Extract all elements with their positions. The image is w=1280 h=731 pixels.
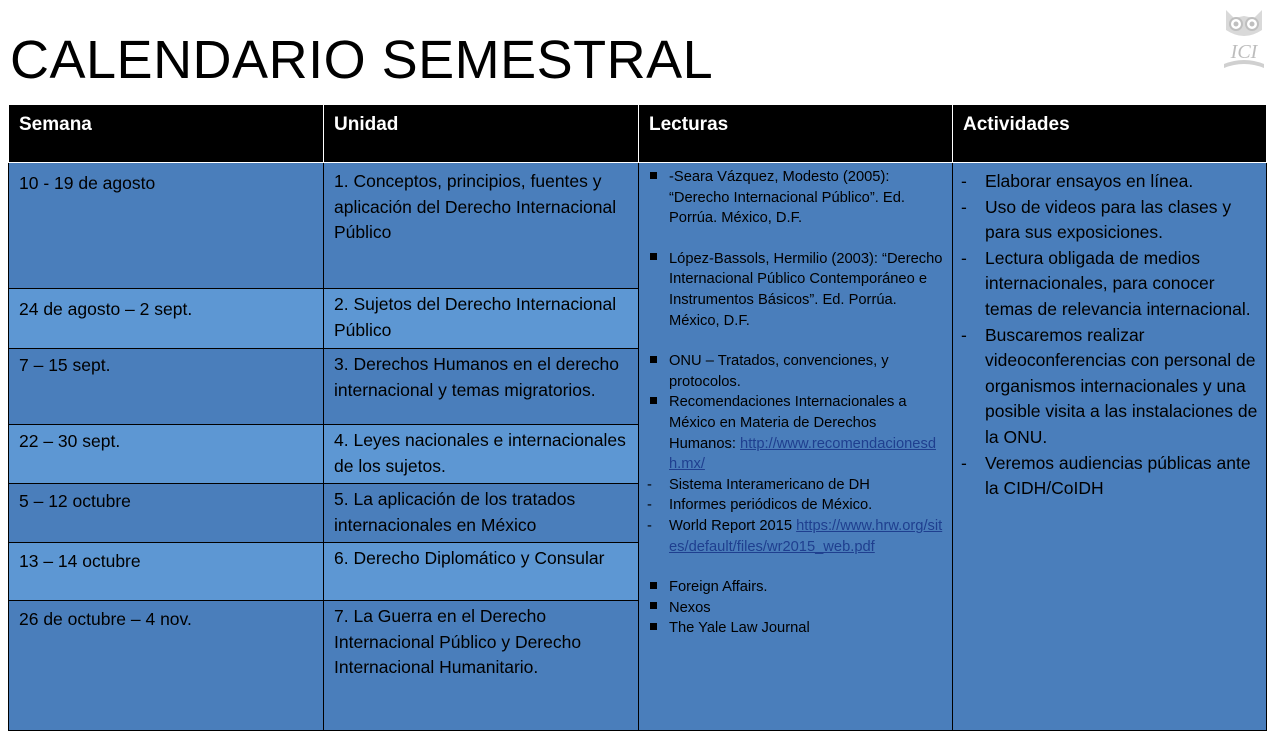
actividad-item xyxy=(961,451,1258,502)
lectura-text: -Seara Vázquez, Modesto (2005): “Derecho Internacional Público”. Ed. Porrúa. México, D.F. xyxy=(669,169,905,227)
lectura-item xyxy=(647,167,946,229)
actividad-item xyxy=(961,169,1258,195)
square-bullet-icon xyxy=(647,249,669,270)
lectura-item xyxy=(647,392,946,474)
unidad-cell: 2. Sujetos del Derecho Internacional Público xyxy=(324,289,639,349)
lectura-text: ONU – Tratados, convenciones, y protocolos. xyxy=(669,353,889,390)
square-bullet-icon xyxy=(647,351,669,372)
lectura-text: López-Bassols, Hermilio (2003): “Derecho Internacional Público Contemporáneo e Instrumentos Básicos”. Ed. Porrúa. México, D.F. xyxy=(669,250,943,329)
lectura-item xyxy=(647,351,946,392)
dash-bullet-icon: - xyxy=(961,196,967,217)
actividad-item xyxy=(961,246,1258,323)
actividad-text: Veremos audiencias públicas ante la CIDH/CoIDH xyxy=(985,452,1251,499)
table-row xyxy=(9,163,1267,289)
dash-bullet-icon: - xyxy=(647,476,652,493)
unidad-cell: 3. Derechos Humanos en el derecho internacional y temas migratorios. xyxy=(324,349,639,425)
square-bullet-icon xyxy=(647,392,669,413)
semana-cell: 13 – 14 octubre xyxy=(9,543,324,601)
lectura-text: Foreign Affairs. xyxy=(669,579,768,596)
lecturas-list xyxy=(647,167,946,639)
lectura-text: Sistema Interamericano de DH xyxy=(669,476,870,493)
actividades-cell xyxy=(953,163,1267,731)
lectura-text: Nexos xyxy=(669,599,711,616)
lectura-item xyxy=(647,577,946,598)
dash-bullet-icon: - xyxy=(961,452,967,473)
header-actividades: Actividades xyxy=(953,105,1267,163)
actividad-text: Uso de videos para las clases y para sus exposiciones. xyxy=(985,196,1232,243)
actividad-item xyxy=(961,195,1258,246)
lectura-item xyxy=(647,475,946,496)
logo-text: ICI xyxy=(1230,41,1258,63)
lectura-text: Recomendaciones Internacionales a México en Materia de Derechos Humanos: xyxy=(669,394,907,452)
calendar-table xyxy=(8,104,1267,731)
semana-cell: 26 de octubre – 4 nov. xyxy=(9,601,324,731)
unidad-cell: 1. Conceptos, principios, fuentes y aplicación del Derecho Internacional Público xyxy=(324,163,639,289)
header-unidad: Unidad xyxy=(324,105,639,163)
semana-cell: 7 – 15 sept. xyxy=(9,349,324,425)
actividad-text: Elaborar ensayos en línea. xyxy=(985,171,1194,191)
square-bullet-icon xyxy=(647,167,669,188)
lectura-item xyxy=(647,495,946,516)
lectura-link[interactable]: http://www.recomendacionesdh.mx/ xyxy=(669,435,936,473)
owl-icon xyxy=(1220,6,1268,70)
dash-bullet-icon: - xyxy=(961,247,967,268)
lectura-text: The Yale Law Journal xyxy=(669,620,810,637)
actividades-list xyxy=(961,169,1258,502)
table-header-row xyxy=(9,105,1267,163)
lectura-text: World Report 2015 xyxy=(669,517,793,534)
actividad-text: Buscaremos realizar videoconferencias con personal de organismos internacionales y una posible visita a las instalaciones de la ONU. xyxy=(985,324,1258,447)
lectura-item xyxy=(647,598,946,619)
lectura-link[interactable]: https://www.hrw.org/sites/default/files/wr2015_web.pdf xyxy=(669,517,943,555)
ici-logo xyxy=(1220,6,1268,70)
header-semana: Semana xyxy=(9,105,324,163)
lectura-text: Informes periódicos de México. xyxy=(669,497,873,514)
semana-cell: 22 – 30 sept. xyxy=(9,425,324,484)
lectura-item xyxy=(647,516,946,557)
page-title: CALENDARIO SEMESTRAL xyxy=(10,30,714,90)
unidad-cell: 4. Leyes nacionales e internacionales de los sujetos. xyxy=(324,425,639,484)
square-bullet-icon xyxy=(647,577,669,598)
actividad-text: Lectura obligada de medios internacionales, para conocer temas de relevancia internacional. xyxy=(985,247,1251,319)
semana-cell: 24 de agosto – 2 sept. xyxy=(9,289,324,349)
actividad-item xyxy=(961,323,1258,451)
dash-bullet-icon: - xyxy=(647,497,652,514)
semana-cell: 5 – 12 octubre xyxy=(9,484,324,543)
square-bullet-icon xyxy=(647,598,669,619)
square-bullet-icon xyxy=(647,618,669,639)
lectura-item xyxy=(647,618,946,639)
semana-cell: 10 - 19 de agosto xyxy=(9,163,324,289)
unidad-cell: 5. La aplicación de los tratados internacionales en México xyxy=(324,484,639,543)
header-lecturas: Lecturas xyxy=(639,105,953,163)
unidad-cell: 6. Derecho Diplomático y Consular xyxy=(324,543,639,601)
dash-bullet-icon: - xyxy=(961,171,967,191)
unidad-cell: 7. La Guerra en el Derecho Internacional Público y Derecho Internacional Humanitario. xyxy=(324,601,639,731)
lecturas-cell xyxy=(639,163,953,731)
lectura-item xyxy=(647,249,946,331)
dash-bullet-icon: - xyxy=(647,517,652,534)
dash-bullet-icon: - xyxy=(961,324,967,345)
